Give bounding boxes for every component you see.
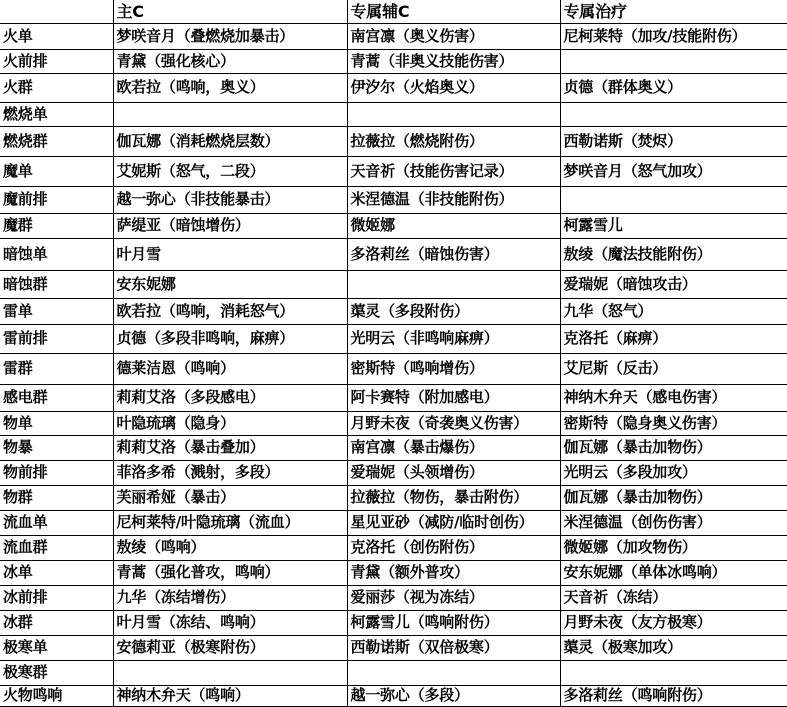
cell-healer[interactable]: 敖绫（魔法技能附伤） xyxy=(560,238,787,270)
table-row xyxy=(0,23,787,49)
cell-healer[interactable]: 尼柯莱特（加攻/技能附伤） xyxy=(560,23,787,49)
table-row xyxy=(0,353,787,384)
cell-main-c[interactable]: 神纳木弁天（鸣响） xyxy=(113,685,347,706)
cell-main-c[interactable]: 德莱洁恩（鸣响） xyxy=(113,353,347,384)
cell-main-c[interactable] xyxy=(113,102,347,126)
table-row xyxy=(0,610,787,635)
cell-category[interactable]: 燃烧单 xyxy=(0,102,113,126)
table-row xyxy=(0,485,787,510)
cell-healer[interactable]: 安东妮娜（单体冰鸣响） xyxy=(560,560,787,585)
table-row xyxy=(0,384,787,411)
cell-category[interactable]: 魔前排 xyxy=(0,186,113,213)
cell-category[interactable]: 火群 xyxy=(0,73,113,102)
cell-support-c[interactable]: 伊汐尔（火焰奥义） xyxy=(347,73,560,102)
cell-healer[interactable]: 九华（怒气） xyxy=(560,298,787,324)
table-row xyxy=(0,270,787,298)
cell-support-c[interactable]: 拉薇拉（燃烧附伤） xyxy=(347,126,560,156)
cell-main-c[interactable]: 伽瓦娜（消耗燃烧层数） xyxy=(113,126,347,156)
table-row xyxy=(0,510,787,535)
table-row xyxy=(0,324,787,353)
cell-support-c[interactable]: 星见亚砂（减防/临时创伤） xyxy=(347,510,560,535)
cell-support-c[interactable]: 南宫凛（奥义伤害） xyxy=(347,23,560,49)
cell-healer[interactable]: 微姬娜（加攻物伤） xyxy=(560,535,787,560)
table-row xyxy=(0,238,787,270)
table-row xyxy=(0,535,787,560)
cell-category[interactable]: 雷前排 xyxy=(0,324,113,353)
table-row xyxy=(0,460,787,485)
cell-main-c[interactable]: 贞德（多段非鸣响，麻痹） xyxy=(113,324,347,353)
cell-category[interactable]: 暗蚀单 xyxy=(0,238,113,270)
cell-category[interactable]: 流血单 xyxy=(0,510,113,535)
cell-support-c[interactable]: 拉薇拉（物伤，暴击附伤） xyxy=(347,485,560,510)
cell-category[interactable]: 雷群 xyxy=(0,353,113,384)
cell-support-c[interactable]: 青蒿（非奥义技能伤害） xyxy=(347,49,560,73)
cell-main-c[interactable]: 安德莉亚（极寒附伤） xyxy=(113,635,347,660)
header-cell-support-c[interactable]: 专属辅C xyxy=(347,0,560,23)
cell-category[interactable]: 流血群 xyxy=(0,535,113,560)
cell-healer[interactable] xyxy=(560,660,787,685)
table-row xyxy=(0,298,787,324)
cell-support-c[interactable]: 西勒诺斯（双倍极寒） xyxy=(347,635,560,660)
cell-healer[interactable] xyxy=(560,49,787,73)
cell-main-c[interactable]: 尼柯莱特/叶隐琉璃（流血） xyxy=(113,510,347,535)
cell-support-c[interactable]: 月野未夜（奇袭奥义伤害） xyxy=(347,411,560,435)
cell-category[interactable]: 魔群 xyxy=(0,213,113,238)
cell-category[interactable]: 雷单 xyxy=(0,298,113,324)
cell-support-c[interactable]: 光明云（非鸣响麻痹） xyxy=(347,324,560,353)
cell-category[interactable]: 魔单 xyxy=(0,156,113,186)
cell-main-c[interactable]: 青蒿（强化普攻，鸣响） xyxy=(113,560,347,585)
cell-support-c[interactable] xyxy=(347,270,560,298)
cell-healer[interactable]: 克洛托（麻痹） xyxy=(560,324,787,353)
cell-main-c[interactable]: 敖绫（鸣响） xyxy=(113,535,347,560)
cell-healer[interactable]: 神纳木弁天（感电伤害） xyxy=(560,384,787,411)
cell-category[interactable]: 物前排 xyxy=(0,460,113,485)
cell-healer[interactable]: 密斯特（隐身奥义伤害） xyxy=(560,411,787,435)
header-cell-main-c[interactable]: 主C xyxy=(113,0,347,23)
table-row xyxy=(0,213,787,238)
cell-main-c[interactable]: 菲洛多希（溅射，多段） xyxy=(113,460,347,485)
cell-support-c[interactable]: 爱丽莎（视为冻结） xyxy=(347,585,560,610)
cell-main-c[interactable]: 芙丽希娅（暴击） xyxy=(113,485,347,510)
cell-support-c[interactable] xyxy=(347,102,560,126)
cell-category[interactable]: 冰单 xyxy=(0,560,113,585)
cell-category[interactable]: 火单 xyxy=(0,23,113,49)
cell-healer[interactable]: 伽瓦娜（暴击加物伤） xyxy=(560,435,787,460)
table-row xyxy=(0,156,787,186)
table-row xyxy=(0,126,787,156)
cell-main-c[interactable]: 安东妮娜 xyxy=(113,270,347,298)
cell-healer[interactable]: 米涅德温（创伤伤害） xyxy=(560,510,787,535)
table-row xyxy=(0,102,787,126)
cell-support-c[interactable]: 青黛（额外普攻） xyxy=(347,560,560,585)
table-row xyxy=(0,560,787,585)
cell-category[interactable]: 物单 xyxy=(0,411,113,435)
table-row xyxy=(0,660,787,685)
cell-main-c[interactable]: 叶隐琉璃（隐身） xyxy=(113,411,347,435)
cell-main-c[interactable]: 九华（冻结增伤） xyxy=(113,585,347,610)
cell-category[interactable]: 冰前排 xyxy=(0,585,113,610)
cell-category[interactable]: 极寒群 xyxy=(0,660,113,685)
cell-healer[interactable]: 多洛莉丝（鸣响附伤） xyxy=(560,685,787,706)
cell-category[interactable]: 物群 xyxy=(0,485,113,510)
table-row xyxy=(0,73,787,102)
cell-support-c[interactable]: 柯露雪儿（鸣响附伤） xyxy=(347,610,560,635)
cell-support-c[interactable]: 克洛托（创伤附伤） xyxy=(347,535,560,560)
cell-healer[interactable]: 蕖灵（极寒加攻） xyxy=(560,635,787,660)
cell-main-c[interactable]: 莉莉艾洛（多段感电） xyxy=(113,384,347,411)
cell-support-c[interactable]: 蕖灵（多段附伤） xyxy=(347,298,560,324)
cell-support-c[interactable]: 多洛莉丝（暗蚀伤害） xyxy=(347,238,560,270)
cell-healer[interactable]: 梦咲音月（怒气加攻） xyxy=(560,156,787,186)
table-row xyxy=(0,635,787,660)
cell-healer[interactable] xyxy=(560,186,787,213)
cell-main-c[interactable]: 莉莉艾洛（暴击叠加） xyxy=(113,435,347,460)
cell-main-c[interactable]: 欧若拉（鸣响，消耗怒气） xyxy=(113,298,347,324)
cell-main-c[interactable]: 欧若拉（鸣响，奥义） xyxy=(113,73,347,102)
table-row xyxy=(0,186,787,213)
table-row xyxy=(0,411,787,435)
cell-healer[interactable]: 光明云（多段加攻） xyxy=(560,460,787,485)
cell-support-c[interactable]: 南宫凛（暴击爆伤） xyxy=(347,435,560,460)
cell-category[interactable]: 极寒单 xyxy=(0,635,113,660)
cell-category[interactable]: 感电群 xyxy=(0,384,113,411)
header-row xyxy=(0,0,787,23)
header-cell-corner[interactable] xyxy=(0,0,113,23)
table-row xyxy=(0,685,787,706)
cell-support-c[interactable]: 密斯特（鸣响增伤） xyxy=(347,353,560,384)
cell-main-c[interactable]: 艾妮斯（怒气，二段） xyxy=(113,156,347,186)
cell-category[interactable]: 物暴 xyxy=(0,435,113,460)
cell-support-c[interactable]: 越一弥心（多段） xyxy=(347,685,560,706)
cell-main-c[interactable]: 梦咲音月（叠燃烧加暴击） xyxy=(113,23,347,49)
table-row xyxy=(0,49,787,73)
cell-support-c[interactable] xyxy=(347,660,560,685)
cell-category[interactable]: 燃烧群 xyxy=(0,126,113,156)
cell-healer[interactable]: 爱瑞妮（暗蚀攻击） xyxy=(560,270,787,298)
cell-main-c[interactable] xyxy=(113,660,347,685)
cell-main-c[interactable]: 叶月雪（冻结、鸣响） xyxy=(113,610,347,635)
cell-support-c[interactable]: 微姬娜 xyxy=(347,213,560,238)
cell-main-c[interactable]: 越一弥心（非技能暴击） xyxy=(113,186,347,213)
cell-main-c[interactable]: 萨缇亚（暗蚀增伤） xyxy=(113,213,347,238)
cell-support-c[interactable]: 阿卡赛特（附加感电） xyxy=(347,384,560,411)
table-row xyxy=(0,435,787,460)
cell-support-c[interactable]: 米涅德温（非技能附伤） xyxy=(347,186,560,213)
cell-main-c[interactable]: 青黛（强化核心） xyxy=(113,49,347,73)
cell-healer[interactable]: 伽瓦娜（暴击加物伤） xyxy=(560,485,787,510)
cell-support-c[interactable]: 爱瑞妮（头领增伤） xyxy=(347,460,560,485)
cell-main-c[interactable]: 叶月雪 xyxy=(113,238,347,270)
cell-healer[interactable]: 月野未夜（友方极寒） xyxy=(560,610,787,635)
cell-category[interactable]: 火物鸣响 xyxy=(0,685,113,706)
cell-healer[interactable]: 天音祈（冻结） xyxy=(560,585,787,610)
cell-healer[interactable]: 艾尼斯（反击） xyxy=(560,353,787,384)
cell-category[interactable]: 火前排 xyxy=(0,49,113,73)
cell-category[interactable]: 冰群 xyxy=(0,610,113,635)
cell-healer[interactable]: 西勒诺斯（焚烬） xyxy=(560,126,787,156)
cell-category[interactable]: 暗蚀群 xyxy=(0,270,113,298)
header-cell-healer[interactable]: 专属治疗 xyxy=(560,0,787,23)
cell-healer[interactable]: 柯露雪儿 xyxy=(560,213,787,238)
cell-support-c[interactable]: 天音祈（技能伤害记录） xyxy=(347,156,560,186)
cell-healer[interactable]: 贞德（群体奥义） xyxy=(560,73,787,102)
cell-healer[interactable] xyxy=(560,102,787,126)
table-row xyxy=(0,585,787,610)
